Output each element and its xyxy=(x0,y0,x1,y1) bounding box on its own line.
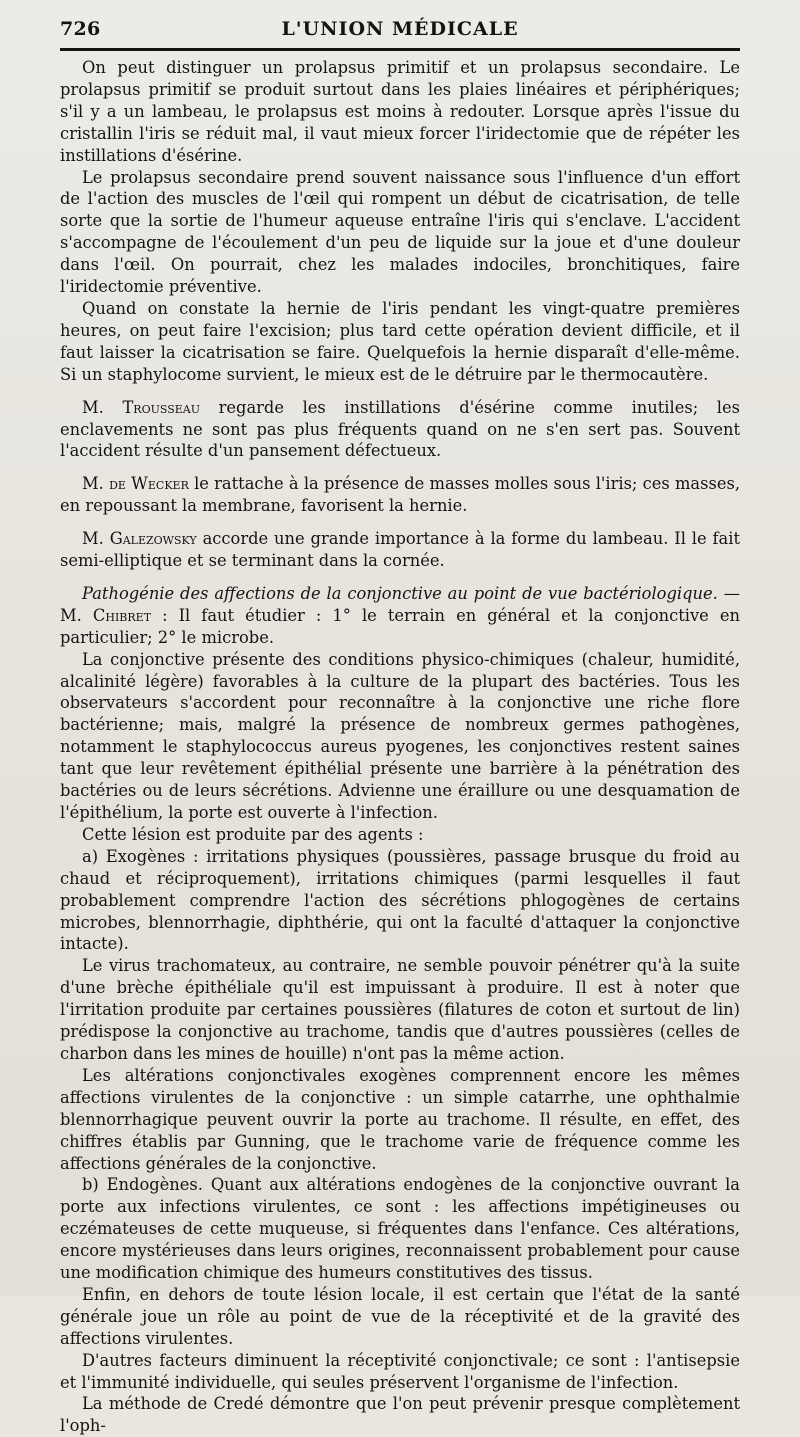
paragraph-text: Les altérations conjonctivales exogènes comprennent encore les mêmes affections virulentes de la conjonctive : un simple catarrhe, une ophthalmie blennorrhagique peuvent ouvrir la porte au trachome. Il résulte, en effet, des chiffres établis par Gunning, que le trachome varie de fréquence comme les affections générales de la conjonctive. xyxy=(60,1065,740,1173)
running-title: L'UNION MÉDICALE xyxy=(281,18,519,40)
paragraph-text: Cette lésion est produite par des agents : xyxy=(82,824,424,844)
paragraph-virus-trachomateux xyxy=(60,955,740,1065)
paragraph-text: La méthode de Credé démontre que l'on peut prévenir presque complètement l'oph- xyxy=(60,1394,740,1436)
article-body xyxy=(60,57,740,1437)
paragraph-text: On peut distinguer un prolapsus primitif et un prolapsus secondaire. Le prolapsus primitif se produit surtout dans les plaies linéaires et périphériques; s'il y a un lambeau, le prolapsus est moins à redouter. Lorsque après l'issue du cristallin l'iris se réduit mal, il vaut mieux forcer l'iridectomie que de répéter les instillations d'ésérine. xyxy=(60,58,740,165)
paragraph-exogenes xyxy=(60,846,740,956)
paragraph-trousseau xyxy=(60,397,740,463)
section-heading: Pathogénie des affections de la conjonctive au point de vue bactériologique. xyxy=(82,583,718,603)
paragraph-pathogenie xyxy=(60,583,740,649)
header-rule xyxy=(60,48,740,51)
paragraph-text: Le prolapsus secondaire prend souvent naissance sous l'influence d'un effort de l'action des muscles de l'œil qui rompent un début de cicatrisation, de telle sorte que la sortie de l'humeur aqueuse entraîne l'iris qui s'enclave. L'accident s'accompagne de l'écoulement d'un peu de liquide sur la joue et d'une douleur dans l'œil. On pourrait, chez les malades indociles, bronchitiques, faire l'iridectomie préventive. xyxy=(60,167,740,297)
page-number: 726 xyxy=(60,18,101,40)
paragraph-de-wecker xyxy=(60,473,740,517)
paragraph-prolapsus-primitif xyxy=(60,57,740,167)
paragraph-text: Le virus trachomateux, au contraire, ne semble pouvoir pénétrer qu'à la suite d'une brèche épithéliale qu'il est impuissant à produire. Il est à noter que l'irritation produite par certaines poussières (filatures de coton et surtout de lin) prédispose la conjonctive au trachome, tandis que d'autres poussières (celles de charbon dans les mines de houille) n'ont pas la même action. xyxy=(60,956,740,1063)
paragraph-text: Enfin, en dehors de toute lésion locale, il est certain que l'état de la santé générale joue un rôle au point de vue de la réceptivité et de la gravité des affections virulentes. xyxy=(60,1284,740,1348)
paragraph-conjonctive-conditions xyxy=(60,649,740,824)
speaker-name: — M. Chibret xyxy=(60,583,740,625)
paragraph-agents xyxy=(60,824,740,846)
paragraph-methode-crede xyxy=(60,1393,740,1437)
speaker-name: M. de Wecker xyxy=(82,474,189,494)
paragraph-prolapsus-secondaire xyxy=(60,167,740,298)
paragraph-hernie-iris xyxy=(60,298,740,386)
paragraph-text: D'autres facteurs diminuent la réceptivité conjonctivale; ce sont : l'antisepsie et l'immunité individuelle, qui seules préservent l'organisme de l'infection. xyxy=(60,1350,740,1392)
paragraph-sante-generale xyxy=(60,1284,740,1350)
page-header xyxy=(60,14,740,48)
paragraph-text: a) Exogènes : irritations physiques (poussières, passage brusque du froid au chaud et réciproquement), irritations chimiques (parmi lesquelles il faut probablement comprendre l'action des sécrétions phlogogènes de certains microbes, blennorrhagie, diphthérie, qui ont la faculté d'attaquer la conjonctive intacte). xyxy=(60,846,740,954)
paragraph-text: le rattache à la présence de masses molles sous l'iris; ces masses, en repoussant la membrane, favorisent la hernie. xyxy=(60,474,740,516)
speaker-name: M. Galezowsky xyxy=(82,529,197,549)
paragraph-endogenes xyxy=(60,1174,740,1284)
paragraph-alterations-exogenes xyxy=(60,1065,740,1175)
speaker-name: M. Trousseau xyxy=(82,397,200,417)
paragraph-autres-facteurs xyxy=(60,1350,740,1394)
paragraph-text: La conjonctive présente des conditions physico-chimiques (chaleur, humidité, alcalinité légère) favorables à la culture de la plupart des bactéries. Tous les observateurs s'accordent pour reconnaître à la conjonctive une riche flore bactérienne; mais, malgré la présence de nombreux germes pathogènes, notamment le staphylococcus aureus pyogenes, les conjonctives restent saines tant que leur revêtement épithélial présente une barrière à la pénétration des bactéries ou de leurs sécrétions. Advienne une éraillure ou une desquamation de l'épithélium, la porte est ouverte à l'infection. xyxy=(60,649,740,822)
paragraph-text: accorde une grande importance à la forme du lambeau. Il le fait semi-elliptique et se terminant dans la cornée. xyxy=(60,529,740,571)
paragraph-text: Quand on constate la hernie de l'iris pendant les vingt-quatre premières heures, on peut faire l'excision; plus tard cette opération devient difficile, et il faut laisser la cicatrisation se faire. Quelquefois la hernie disparaît d'elle-même. Si un staphylocome survient, le mieux est de le détruire par le thermocautère. xyxy=(60,298,740,384)
paragraph-text: b) Endogènes. Quant aux altérations endogènes de la conjonctive ouvrant la porte aux infections virulentes, ce sont : les affections impétigineuses ou eczémateuses de cette muqueuse, si fréquentes dans l'enfance. Ces altérations, encore mystérieuses dans leurs origines, reconnaissent probablement pour cause une modification chimique des humeurs constitutives des tissus. xyxy=(60,1175,740,1283)
paragraph-text: regarde les instillations d'ésérine comme inutiles; les enclavements ne sont pas plus fréquents quand on ne s'en sert pas. Souvent l'accident résulte d'un pansement défectueux. xyxy=(60,397,740,461)
paragraph-text: : Il faut étudier : 1° le terrain en général et la conjonctive en particulier; 2° le microbe. xyxy=(60,605,740,647)
paragraph-galezowsky xyxy=(60,528,740,572)
